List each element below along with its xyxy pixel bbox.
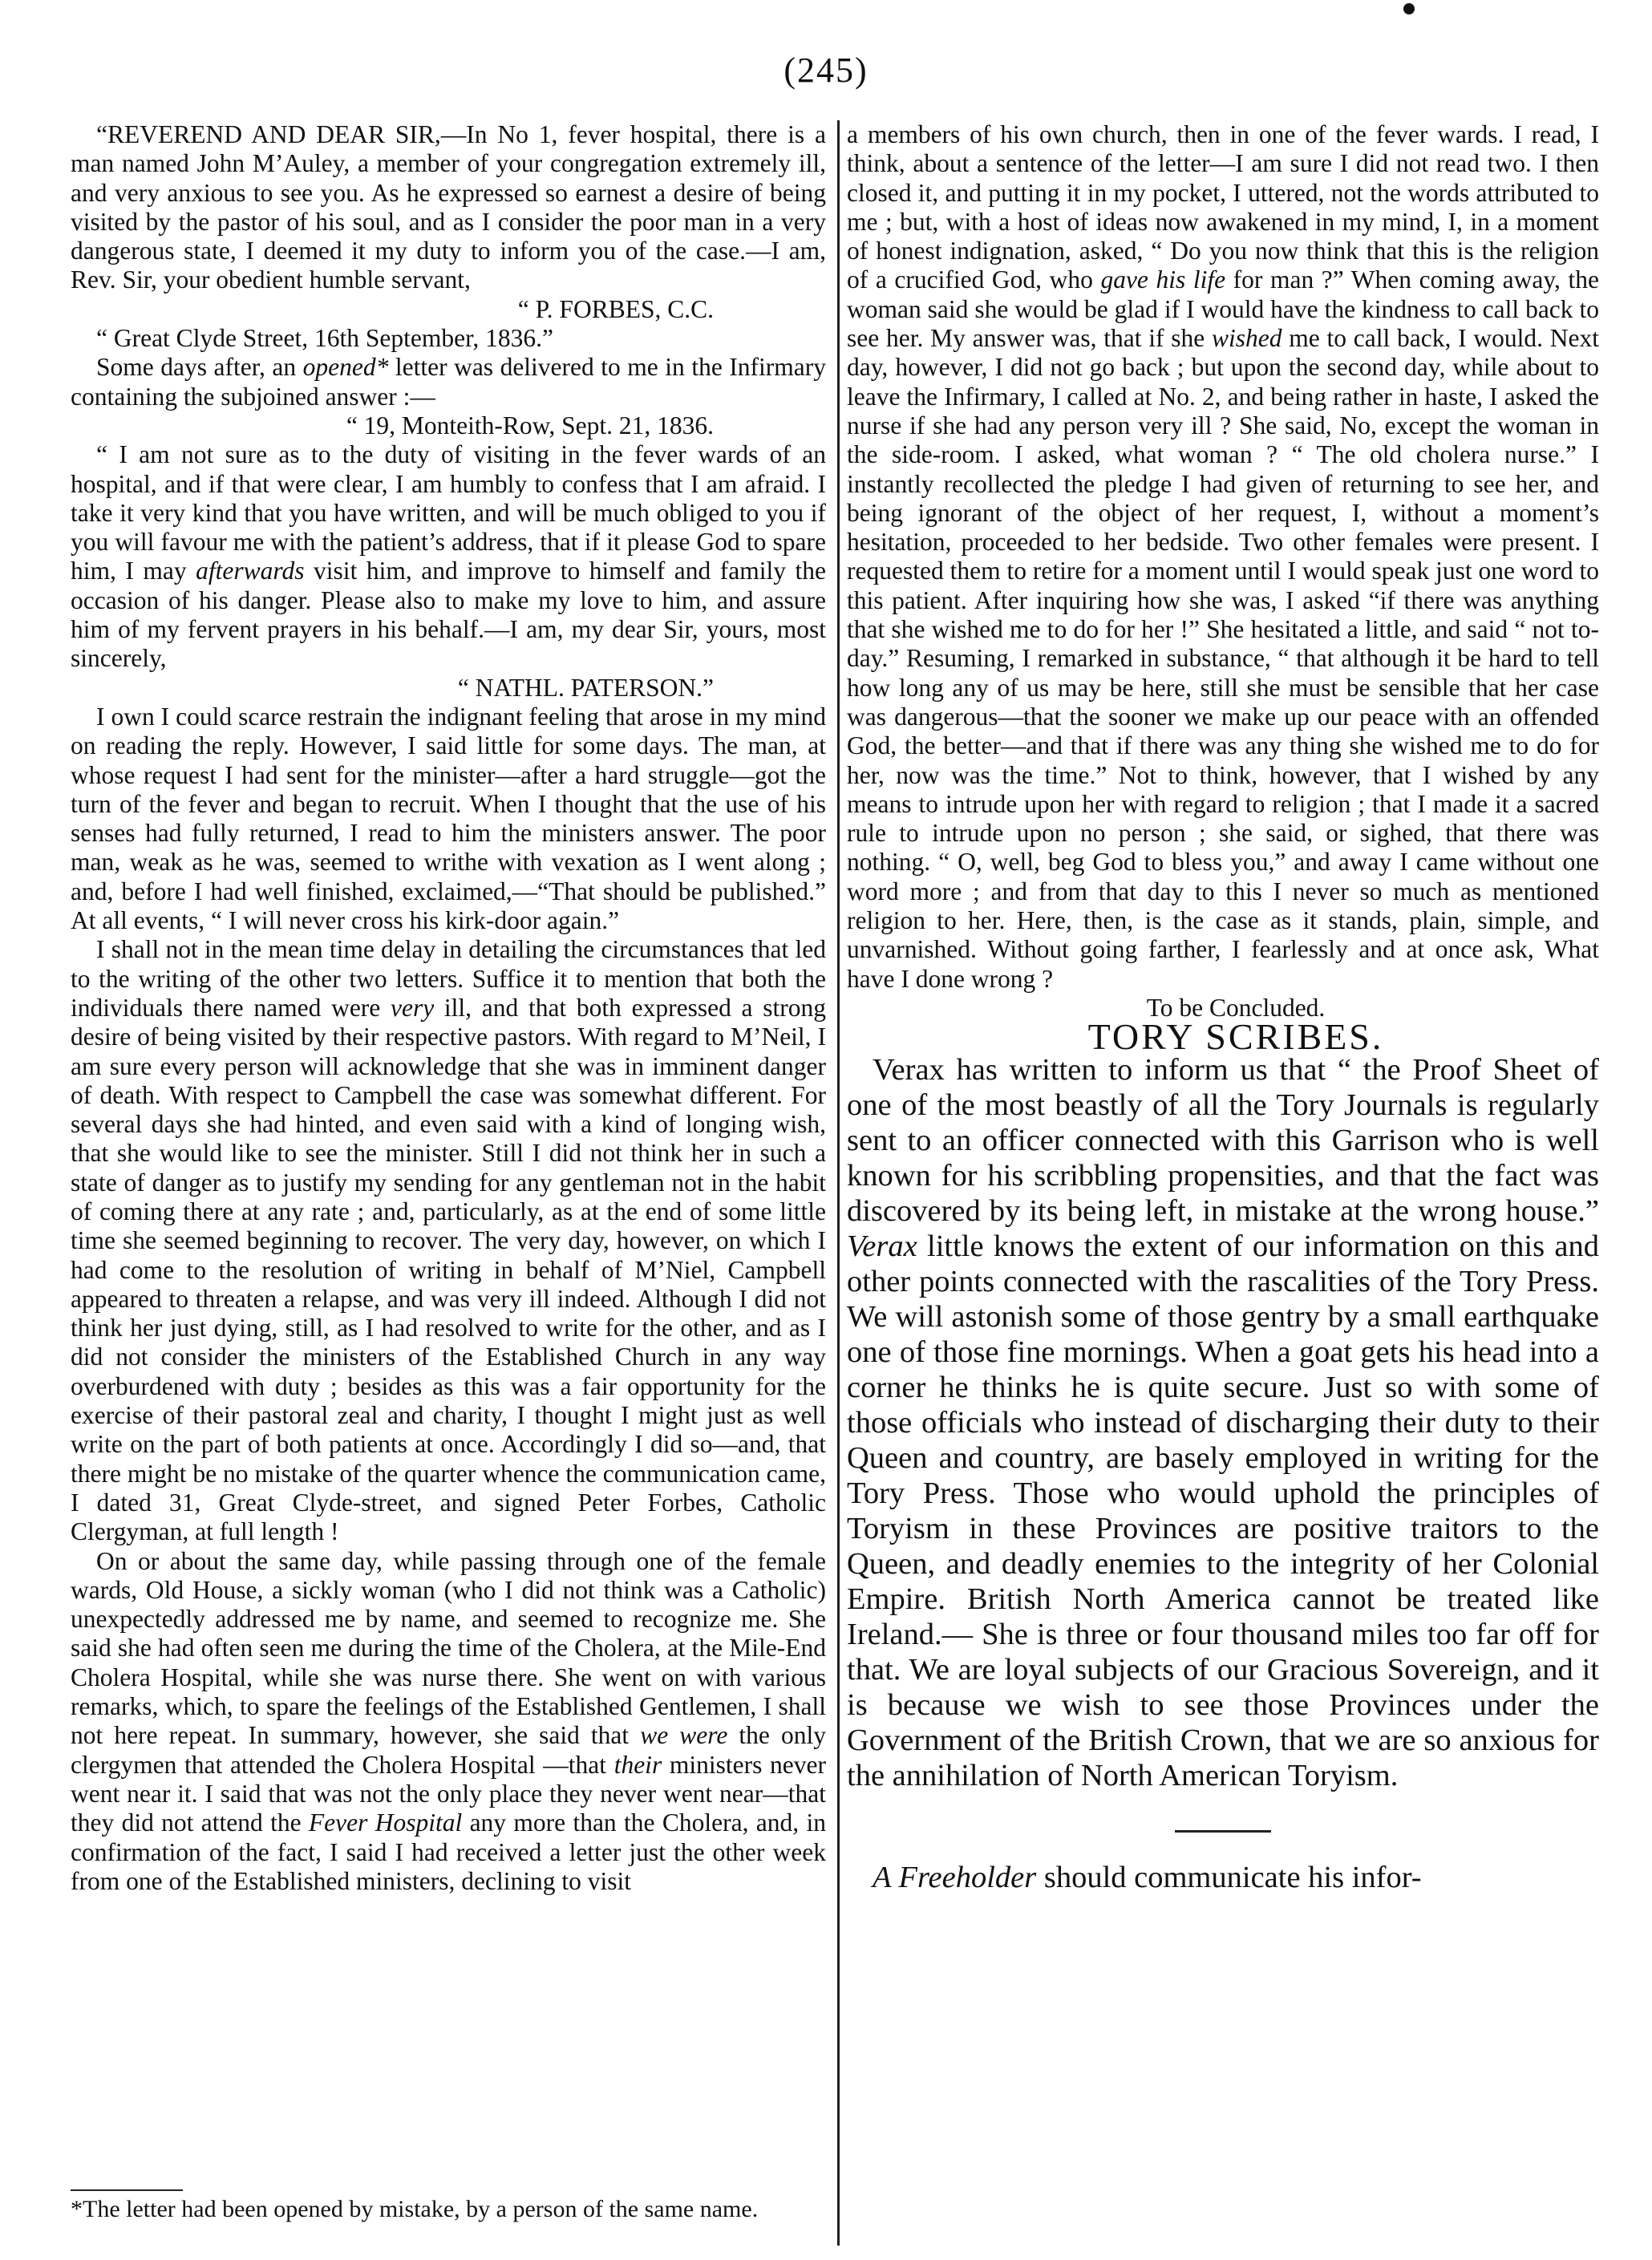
paragraph-nurse: On or about the same day, while passing through one of the female wards, Old House, a sickly woman (who I did not think was a Catholic) unexpectedly addressed me by name, and seemed to recognize me. She said she had often seen me during the time of the Cholera, at the Mile-End Cholera Hospital, while she was nurse there. She went on with various remarks, which, to spare the feelings of the Established Gentlemen, I shall not here repeat. In summary, however, she said that we were the only clergymen that attended the Cholera Hospital —that their ministers never went near it. I said that was not the only place they never went near—that they did not attend the Fever Hospital any more than the Cholera, and, in confirmation of the fact, I said I had received a letter just the other week from one of the Established ministers, declining to visit: [71, 1546, 826, 1895]
footnote-rule: [71, 2189, 183, 2191]
paragraph-indignant: I own I could scarce restrain the indignant feeling that arose in my mind on reading the reply. However, I said little for some days. The man, at whose request I had sent for the minister—after a hard struggle—got the turn of the fever and began to recruit. When I thought that the use of his senses had fully returned, I read to him the ministers answer. The poor man, weak as he was, seemed to writhe with vexation as I went along ; and, before I had well finished, exclaimed,—“That should be published.” At all events, “ I will never cross his kirk-door again.”: [71, 702, 826, 935]
article-body: Verax has written to inform us that “ the Proof Sheet of one of the most beastly of all the Tory Journals is regularly sent to an officer connected with this Garrison who is well known for his scribbling propensities, and that the fact was discovered by its being left, in mistake at the wrong house.” Verax little knows the extent of our information on this and other points connected with the rascalities of the Tory Press. We will astonish some of those gentry by a small earthquake one of those fine mornings. When a goat gets his head into a corner he thinks he is quite secure. Just so with some of those officials who instead of discharging their duty to their Queen and country, are basely employed in writing for the Tory Press. Those who would uphold the principles of Toryism in these Provinces are positive traitors to the Queen, and deadly enemies to the integrity of her Colonial Empire. British North America cannot be treated like Ireland.— She is three or four thousand miles too far off for that. We are loyal subjects of our Gracious Sovereign, and it is because we wish to see those Provinces under the Government of the British Crown, that we are so anxious for the annihilation of North American Toryism.: [847, 1052, 1599, 1792]
ink-dot: [1403, 3, 1415, 14]
right-column: [847, 120, 1599, 2246]
page-number: (245): [783, 51, 869, 90]
section-rule: [1175, 1830, 1271, 1833]
opened-letter-intro: Some days after, an opened* letter was delivered to me in the Infirmary containing the subjoined answer :—: [71, 353, 826, 411]
paragraph-circumstances: I shall not in the mean time delay in detailing the circumstances that led to the writing of the other two letters. Suffice it to mention that both the individuals there named were very ill, and that both expressed a strong desire of being visited by their respective pastors. With regard to M’Neil, I am sure every person will acknowledge that she was in imminent danger of death. With respect to Campbell the case was somewhat different. For several days she had hinted, and even said with a kind of longing wish, that she would like to see the minister. Still I did not think her in such a state of danger as to justify my sending for any gentleman not in the habit of coming there at any rate ; and, particularly, as at the end of some little time she seemed beginning to recover. The very day, however, on which I had come to the resolution of writing in behalf of M’Niel, Campbell appeared to threaten a relapse, and was very ill indeed. Although I did not think her just dying, still, as I had resolved to write for the other, and as I did not consider the ministers of the Established Church in any way overburdened with duty ; besides as this was a fair opportunity for the exercise of their pastoral zeal and charity, I thought I might just as well write on the part of both patients at once. Accordingly I did so—and, that there might be no mistake of the quarter whence the communication came, I dated 31, Great Clyde-street, and signed Peter Forbes, Catholic Clergyman, at full length !: [71, 935, 826, 1546]
article-headline: TORY SCRIBES.: [1087, 1016, 1384, 1058]
left-column: [71, 120, 826, 2173]
letter1-body: “REVEREND AND DEAR SIR,—In No 1, fever hospital, there is a man named John M’Auley, a member of your congregation extremely ill, and very anxious to see you. As he expressed so earnest a desire of being visited by the pastor of his soul, and as I consider the poor man in a very dangerous state, I deemed it my duty to inform you of the case.—I am, Rev. Sir, your obedient humble servant,: [71, 120, 826, 294]
freeholder-notice: A Freeholder should communicate his infor-: [873, 1860, 1422, 1894]
letter1-address: “ Great Clyde Street, 16th September, 1836.”: [96, 324, 553, 353]
letter2-dateline: “ 19, Monteith-Row, Sept. 21, 1836.: [346, 411, 714, 439]
to-be-concluded: To be Concluded.: [1146, 993, 1326, 1022]
letter1-signature: “ P. FORBES, C.C.: [517, 294, 714, 323]
column-rule: [837, 120, 840, 2246]
footnote: *The letter had been opened by mistake, by a person of the same name.: [71, 2196, 759, 2222]
letter2-signature: “ NATHL. PATERSON.”: [457, 673, 714, 702]
letter2-body: “ I am not sure as to the duty of visiting in the fever wards of an hospital, and if that were clear, I am humbly to confess that I am afraid. I take it very kind that you have written, and will be much obliged to you if you will favour me with the patient’s address, that if it please God to spare him, I may afterwards visit him, and improve to himself and family the occasion of his danger. Please also to make my love to him, and assure him of my fervent prayers in his behalf.—I am, my dear Sir, yours, most sincerely,: [71, 440, 826, 673]
paragraph-continued: a members of his own church, then in one of the fever wards. I read, I think, about a sentence of the letter—I am sure I did not read two. I then closed it, and putting it in my pocket, I uttered, not the words attributed to me ; but, with a host of ideas now awakened in my mind, I, in a moment of honest indignation, asked, “ Do you now think that this is the religion of a crucified God, who gave his life for man ?” When coming away, the woman said she would be glad if I would have the kindness to call back to see her. My answer was, that if she wished me to call back, I would. Next day, however, I did not go back ; but upon the second day, while about to leave the Infirmary, I called at No. 2, and being rather in haste, I asked the nurse if she had any person very ill ? She said, No, except the woman in the side-room. I asked, what woman ? “ The old cholera nurse.” I instantly recollected the pledge I had given of returning to see her, and being ignorant of the object of her request, I, without a moment’s hesitation, proceeded to her bedside. Two other females were present. I requested them to retire for a moment until I would speak just one word to this patient. After inquiring how she was, I asked “if there was anything that she wished me to do for her !” She hesitated a little, and said “ not to-day.” Resuming, I remarked in substance, “ that although it be hard to tell how long any of us may be here, still she must be sensible that her case was dangerous—that the sooner we make up our peace with an offended God, the better—and that if there was any thing she wished me to do for her, now was the time.” Not to think, however, that I wished by any means to intrude upon her with regard to religion ; that I made it a sacred rule to intrude upon no person ; she said, or sighed, that there was nothing. “ O, well, beg God to bless you,” and away I came without one word more ; and from that day to this I never so much as mentioned religion to her. Here, then, is the case as it stands, plain, simple, and unvarnished. Without going farther, I fearlessly and at once ask, What have I done wrong ?: [847, 120, 1599, 993]
